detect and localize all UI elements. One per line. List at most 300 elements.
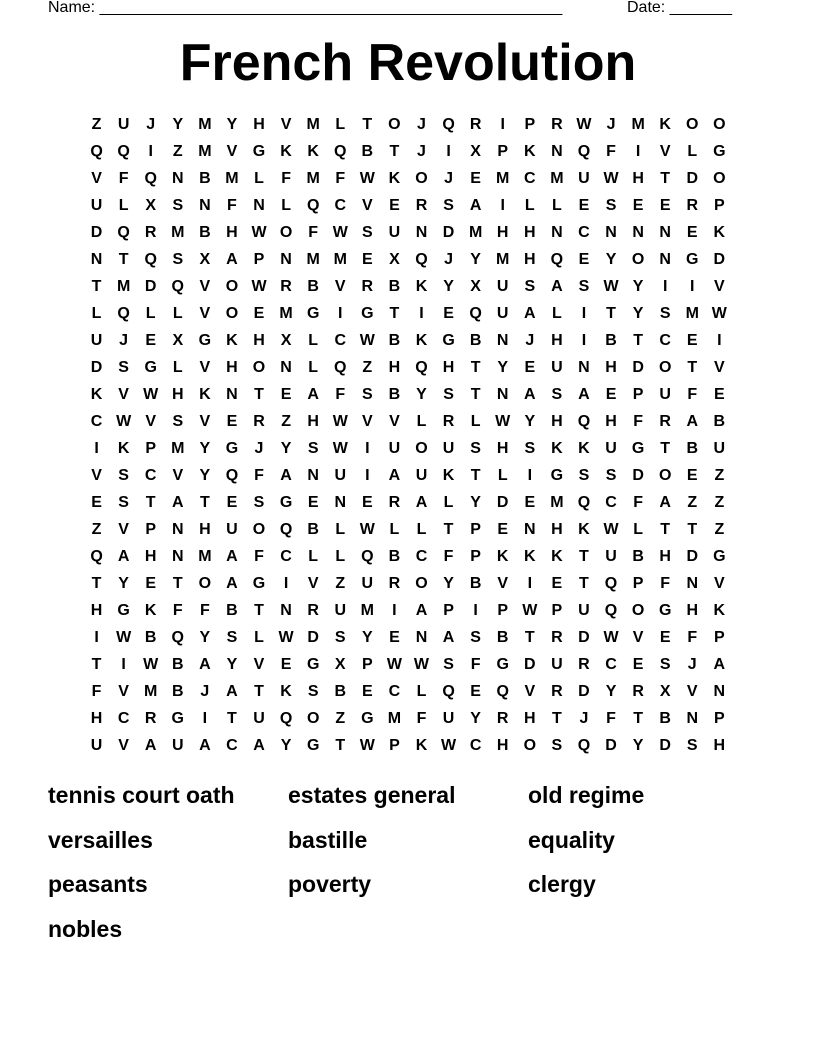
grid-letter: F — [606, 710, 616, 727]
grid-letter: M — [306, 251, 320, 268]
grid-letter: N — [307, 467, 319, 484]
puzzle-grid — [83, 111, 733, 759]
grid-letter: Y — [605, 251, 617, 268]
grid-letter: B — [605, 332, 617, 349]
grid-letter: P — [551, 602, 563, 619]
grid-letter: T — [660, 440, 671, 457]
grid-letter: Q — [550, 251, 564, 268]
grid-letter: L — [254, 629, 264, 646]
grid-letter: N — [199, 197, 211, 214]
grid-letter: K — [144, 602, 157, 619]
grid-letter: B — [659, 710, 671, 727]
grid-letter: Z — [362, 359, 373, 376]
grid-letter: J — [200, 683, 210, 700]
grid-letter: E — [280, 656, 292, 673]
grid-letter: A — [144, 737, 157, 754]
grid-letter: Y — [470, 251, 481, 268]
grid-letter: W — [603, 521, 619, 538]
grid-letter: P — [443, 602, 454, 619]
grid-letter: E — [659, 629, 671, 646]
grid-letter: O — [658, 359, 672, 376]
grid-letter: Y — [524, 413, 536, 430]
grid-letter: X — [172, 332, 184, 349]
grid-letter: R — [442, 413, 455, 430]
grid-letter: M — [496, 170, 510, 187]
grid-letter: J — [254, 440, 264, 457]
grid-letter: Q — [577, 494, 591, 511]
grid-letter: P — [714, 629, 725, 646]
grid-letter: M — [550, 170, 564, 187]
grid-letter: K — [551, 548, 563, 565]
grid-letter: M — [306, 116, 320, 133]
grid-letter: G — [252, 575, 266, 592]
grid-letter: H — [307, 413, 319, 430]
grid-letter: V — [334, 278, 346, 295]
grid-letter: A — [524, 386, 536, 403]
grid-letter: Y — [416, 386, 427, 403]
grid-letter: S — [361, 224, 373, 241]
grid-row — [83, 489, 733, 516]
grid-letter: D — [578, 683, 590, 700]
grid-letter: F — [308, 224, 319, 241]
word-bank-item: nobles — [48, 915, 123, 942]
grid-letter: V — [91, 467, 102, 484]
grid-letter: E — [443, 305, 454, 322]
grid-letter: V — [524, 683, 536, 700]
grid-letter: Q — [279, 521, 293, 538]
grid-letter: S — [524, 278, 536, 295]
grid-letter: K — [280, 683, 292, 700]
grid-letter: N — [578, 359, 590, 376]
grid-letter: D — [659, 737, 671, 754]
grid-letter: N — [280, 602, 292, 619]
grid-letter: D — [713, 251, 726, 268]
grid-letter: A — [524, 305, 536, 322]
grid-letter: L — [416, 413, 427, 430]
grid-letter: C — [605, 656, 617, 673]
grid-letter: S — [470, 440, 481, 457]
grid-letter: B — [388, 386, 401, 403]
grid-row — [83, 597, 733, 624]
grid-letter: L — [443, 494, 454, 511]
grid-letter: S — [172, 251, 184, 268]
grid-letter: L — [497, 467, 508, 484]
grid-letter: L — [254, 170, 264, 187]
grid-letter: P — [632, 386, 644, 403]
grid-letter: C — [388, 683, 401, 700]
grid-letter: Q — [496, 683, 509, 700]
grid-letter: T — [91, 278, 102, 295]
grid-letter: S — [253, 494, 265, 511]
grid-letter: I — [148, 143, 153, 160]
grid-letter: N — [415, 224, 428, 241]
grid-letter: B — [171, 683, 184, 700]
word-bank-row — [48, 910, 768, 955]
grid-letter: K — [442, 467, 455, 484]
grid-row — [83, 705, 733, 732]
grid-letter: K — [117, 440, 130, 457]
grid-letter: N — [659, 251, 671, 268]
grid-letter: N — [280, 359, 292, 376]
grid-letter: W — [143, 656, 159, 673]
grid-letter: R — [551, 683, 563, 700]
grid-letter: H — [524, 251, 536, 268]
grid-letter: Q — [334, 143, 347, 160]
grid-letter: U — [442, 710, 455, 727]
grid-letter: S — [118, 467, 129, 484]
grid-letter: I — [717, 332, 722, 349]
grid-letter: U — [361, 575, 374, 592]
grid-letter: A — [659, 494, 671, 511]
grid-letter: L — [389, 521, 400, 538]
grid-letter: N — [659, 224, 671, 241]
grid-letter: O — [252, 359, 266, 376]
grid-letter: K — [280, 143, 292, 160]
grid-letter: E — [361, 683, 373, 700]
grid-letter: U — [388, 224, 401, 241]
grid-letter: T — [335, 737, 346, 754]
grid-letter: H — [496, 737, 509, 754]
grid-letter: W — [332, 440, 348, 457]
grid-letter: K — [578, 440, 590, 457]
grid-letter: V — [280, 116, 292, 133]
grid-letter: V — [199, 413, 211, 430]
grid-letter: H — [90, 710, 103, 727]
grid-letter: M — [198, 116, 212, 133]
grid-letter: S — [118, 359, 129, 376]
grid-letter: H — [144, 548, 157, 565]
grid-letter: R — [632, 683, 644, 700]
grid-letter: I — [581, 305, 587, 322]
grid-letter: H — [226, 224, 238, 241]
grid-letter: F — [335, 386, 346, 403]
grid-letter: H — [199, 521, 211, 538]
grid-letter: I — [473, 602, 478, 619]
grid-letter: L — [118, 197, 129, 214]
grid-row — [83, 678, 733, 705]
grid-letter: E — [632, 197, 644, 214]
grid-letter: Q — [306, 197, 320, 214]
grid-letter: T — [660, 521, 671, 538]
grid-letter: E — [497, 521, 509, 538]
grid-letter: B — [361, 143, 374, 160]
grid-letter: N — [713, 683, 726, 700]
grid-letter: I — [338, 305, 343, 322]
grid-letter: F — [227, 197, 237, 214]
grid-letter: B — [144, 629, 157, 646]
grid-letter: Y — [605, 683, 617, 700]
grid-letter: C — [226, 737, 238, 754]
grid-letter: C — [605, 494, 617, 511]
grid-letter: Q — [144, 170, 157, 187]
word-bank-item: bastille — [288, 826, 368, 853]
grid-letter: W — [359, 332, 375, 349]
grid-letter: D — [686, 170, 699, 187]
grid-letter: H — [496, 224, 509, 241]
grid-letter: A — [469, 197, 482, 214]
grid-letter: F — [254, 467, 264, 484]
grid-letter: D — [632, 359, 644, 376]
grid-letter: C — [524, 170, 536, 187]
grid-letter: J — [606, 116, 616, 133]
grid-letter: B — [199, 170, 211, 187]
grid-letter: M — [360, 602, 374, 619]
grid-letter: Q — [442, 116, 455, 133]
grid-letter: Q — [361, 548, 374, 565]
grid-letter: G — [306, 737, 320, 754]
grid-letter: E — [91, 494, 102, 511]
grid-letter: C — [659, 332, 671, 349]
grid-letter: Z — [714, 467, 725, 484]
grid-letter: P — [145, 521, 157, 538]
grid-letter: S — [686, 737, 698, 754]
grid-letter: N — [496, 332, 509, 349]
grid-letter: M — [333, 251, 347, 268]
grid-letter: E — [389, 197, 400, 214]
grid-letter: A — [388, 467, 401, 484]
grid-letter: V — [389, 413, 400, 430]
grid-letter: G — [117, 602, 130, 619]
grid-letter: R — [496, 710, 509, 727]
grid-letter: F — [660, 575, 671, 592]
page-title: French Revolution — [179, 34, 637, 92]
grid-letter: P — [497, 602, 509, 619]
grid-letter: F — [254, 548, 264, 565]
grid-letter: Y — [632, 278, 644, 295]
grid-letter: L — [172, 359, 183, 376]
grid-letter: G — [279, 494, 293, 511]
grid-letter: T — [389, 143, 400, 160]
grid-letter: B — [307, 521, 319, 538]
grid-letter: A — [551, 278, 563, 295]
grid-letter: R — [578, 656, 590, 673]
grid-row — [83, 273, 733, 300]
grid-letter: C — [117, 710, 130, 727]
grid-letter: H — [226, 359, 238, 376]
grid-row — [83, 111, 733, 138]
grid-letter: W — [413, 656, 430, 673]
grid-letter: T — [443, 521, 454, 538]
grid-letter: V — [632, 629, 644, 646]
grid-letter: I — [94, 629, 99, 646]
grid-letter: E — [253, 305, 265, 322]
grid-letter: R — [144, 710, 157, 727]
grid-letter: H — [551, 413, 563, 430]
grid-letter: S — [172, 413, 184, 430]
grid-letter: K — [524, 548, 536, 565]
grid-letter: G — [252, 143, 266, 160]
word-bank-row — [48, 821, 768, 866]
grid-letter: S — [578, 467, 590, 484]
grid-letter: V — [145, 413, 157, 430]
grid-letter: E — [578, 251, 590, 268]
grid-letter: R — [388, 494, 401, 511]
grid-letter: L — [633, 521, 643, 538]
grid-letter: C — [415, 548, 428, 565]
grid-row — [83, 651, 733, 678]
grid-letter: K — [578, 521, 590, 538]
grid-letter: U — [442, 440, 455, 457]
grid-letter: G — [713, 143, 726, 160]
grid-letter: P — [389, 737, 400, 754]
grid-letter: J — [444, 251, 453, 268]
grid-letter: S — [226, 629, 238, 646]
grid-letter: U — [605, 548, 617, 565]
grid-letter: V — [497, 575, 509, 592]
grid-letter: G — [550, 467, 564, 484]
grid-letter: I — [202, 710, 208, 727]
grid-letter: J — [525, 332, 535, 349]
grid-letter: H — [171, 386, 184, 403]
grid-letter: G — [306, 305, 320, 322]
grid-letter: R — [686, 197, 699, 214]
grid-letter: W — [603, 170, 619, 187]
grid-letter: M — [496, 251, 510, 268]
grid-row — [83, 327, 733, 354]
grid-letter: D — [307, 629, 319, 646]
grid-letter: R — [551, 629, 563, 646]
grid-letter: B — [307, 278, 319, 295]
grid-letter: P — [714, 197, 725, 214]
grid-row — [83, 435, 733, 462]
grid-letter: T — [91, 656, 102, 673]
word-bank-item: versailles — [48, 826, 153, 853]
grid-row — [83, 462, 733, 489]
grid-letter: D — [632, 467, 644, 484]
grid-letter: Q — [225, 467, 239, 484]
grid-letter: W — [603, 629, 619, 646]
grid-letter: A — [199, 656, 211, 673]
word-bank-item: clergy — [528, 871, 596, 897]
grid-letter: I — [446, 143, 451, 160]
grid-letter: J — [119, 332, 129, 349]
grid-letter: S — [443, 386, 454, 403]
grid-letter: Q — [117, 305, 130, 322]
grid-row — [83, 165, 733, 192]
grid-letter: D — [524, 656, 536, 673]
grid-letter: C — [144, 467, 157, 484]
grid-row — [83, 354, 733, 381]
grid-letter: D — [90, 359, 103, 376]
grid-letter: A — [199, 737, 211, 754]
grid-letter: Z — [714, 521, 725, 538]
grid-letter: Y — [172, 116, 184, 133]
grid-letter: O — [306, 710, 320, 727]
grid-letter: T — [470, 359, 481, 376]
grid-letter: V — [361, 197, 373, 214]
grid-letter: V — [253, 656, 265, 673]
grid-letter: S — [361, 386, 373, 403]
grid-letter: G — [631, 440, 645, 457]
grid-letter: A — [253, 737, 265, 754]
grid-letter: P — [470, 521, 481, 538]
grid-letter: N — [334, 494, 347, 511]
grid-letter: W — [278, 629, 294, 646]
grid-letter: M — [387, 710, 402, 727]
grid-row — [83, 192, 733, 219]
grid-letter: Y — [199, 467, 211, 484]
grid-letter: E — [524, 494, 536, 511]
grid-letter: E — [578, 197, 590, 214]
grid-letter: W — [495, 413, 511, 430]
grid-letter: W — [711, 305, 727, 322]
grid-letter: A — [226, 683, 238, 700]
grid-letter: V — [118, 683, 129, 700]
grid-letter: Z — [91, 521, 102, 538]
grid-letter: M — [171, 224, 185, 241]
grid-letter: K — [524, 143, 536, 160]
grid-letter: Y — [443, 278, 454, 295]
grid-letter: K — [388, 170, 401, 187]
grid-letter: O — [415, 440, 428, 457]
grid-letter: K — [551, 440, 563, 457]
grid-letter: Q — [415, 251, 428, 268]
grid-letter: M — [468, 224, 483, 241]
grid-letter: H — [442, 359, 455, 376]
grid-letter: R — [551, 116, 563, 133]
grid-letter: C — [280, 548, 292, 565]
grid-letter: E — [145, 575, 157, 592]
grid-letter: R — [253, 413, 265, 430]
grid-letter: X — [470, 278, 481, 295]
grid-letter: H — [605, 359, 617, 376]
grid-letter: L — [308, 359, 319, 376]
grid-letter: E — [226, 494, 238, 511]
grid-letter: R — [388, 575, 401, 592]
grid-letter: L — [91, 305, 102, 322]
grid-letter: Z — [335, 710, 346, 727]
grid-letter: K — [199, 386, 211, 403]
grid-letter: L — [308, 332, 319, 349]
grid-letter: N — [226, 386, 238, 403]
grid-letter: O — [631, 602, 645, 619]
grid-letter: A — [415, 602, 428, 619]
word-bank-row — [48, 776, 768, 821]
grid-letter: M — [198, 143, 212, 160]
grid-letter: V — [714, 575, 725, 592]
grid-letter: S — [524, 440, 536, 457]
grid-letter: Q — [577, 143, 591, 160]
grid-letter: T — [687, 359, 698, 376]
grid-letter: P — [714, 710, 725, 727]
grid-letter: I — [662, 278, 668, 295]
grid-letter: I — [121, 656, 126, 673]
grid-letter: I — [527, 467, 533, 484]
grid-letter: Y — [280, 440, 292, 457]
grid-letter: Y — [361, 629, 373, 646]
grid-letter: X — [389, 251, 400, 268]
grid-letter: Q — [171, 629, 184, 646]
grid-letter: U — [605, 440, 617, 457]
grid-letter: G — [658, 602, 672, 619]
grid-letter: P — [145, 440, 157, 457]
grid-letter: E — [226, 413, 238, 430]
grid-letter: V — [714, 359, 725, 376]
grid-letter: E — [307, 494, 319, 511]
grid-letter: E — [470, 170, 481, 187]
grid-letter: E — [470, 683, 481, 700]
grid-letter: C — [90, 413, 103, 430]
grid-letter: T — [633, 710, 643, 727]
grid-letter: B — [469, 332, 482, 349]
grid-letter: A — [415, 494, 428, 511]
grid-letter: S — [334, 629, 346, 646]
grid-letter: W — [359, 170, 375, 187]
grid-letter: K — [415, 278, 428, 295]
grid-letter: U — [551, 656, 563, 673]
grid-letter: B — [469, 575, 482, 592]
grid-letter: G — [225, 440, 239, 457]
